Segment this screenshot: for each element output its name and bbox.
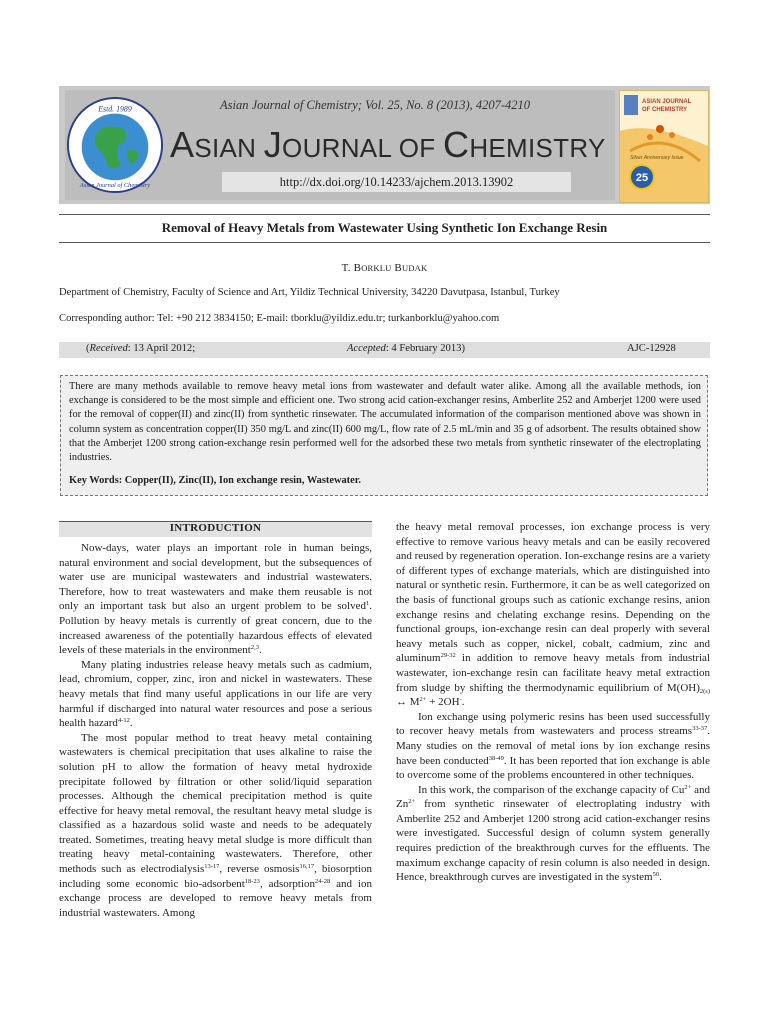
section-heading-introduction: INTRODUCTION (169, 522, 262, 534)
body-column-left (59, 541, 372, 920)
journal-title: ASIAN JOURNAL OF CHEMISTRY (170, 124, 606, 165)
paragraph: The most popular method to treat heavy metal containing wastewaters is chemical precipitation that uses alkaline to raise the solution pH to allow the formation of heavy metal hydroxide precipitate followed by filtration or other solid/liquid separation processes. Although the chemical precipitation method is quite effective for heavy metal removal, the resultant heavy metal sludge is classified as a hazardous solid waste and needs to be adequately treated. Sometimes, treating heavy metal sludge is more difficult than treating heavy metal-containing wastewaters. Therefore, other methods such as electrodialysis$^{13-17}$, reverse osmosis$^{16,17}$, biosorption including some economic bio-adsorbent$^{18-23}$, adsorption$^{24-28}$ and ion exchange process are developed to remove heavy metals from industrial wastewaters. Among (59, 731, 372, 919)
article-code: AJC-12928 (627, 343, 676, 354)
paragraph: the heavy metal removal processes, ion exchange process is very effective to remove various heavy metals and can be easily recovered and reused by regeneration operation. Ion-exchange resins are a variety of different types of exchange materials, which are distinguished into natural or synthetic resin. Furthermore, it can be as well categorized on the basis of functional groups such as cationic exchange resins, anion exchange resins and chelating exchange resins. Depending on the functional groups, ion-exchange resin can deal properly with several heavy metals such as copper, nickel, cobalt, cadmium, zinc and aluminum$^{29-32}$ in addition to remove heavy metals from industrial wastewater, ion-exchange resin can facilitate heavy metal extraction from sludge by shifting the thermodynamic equilibrium of $M(OH)_{2(s)}$ ↔ $M^{2+} + 2OH^-$. (396, 521, 710, 709)
journal-cover-image (619, 90, 709, 203)
paragraph: Many plating industries release heavy metals such as cadmium, lead, chromium, copper, zinc, iron and nickel in wastewaters. These heavy metals that find many useful applications in our life are very harmful if discharged into natural water resources and pose a serious health hazard$^{4-12}$. (59, 658, 372, 730)
paragraph: Now-days, water plays an important role in human beings, natural environment and social development, but the subsequences of water use are municipal wastewaters and industrial wastewaters. Therefore, how to treat wastewaters and make them reusable is not only an important task but also an urgent problem to be solved$^1$. Pollution by heavy metals is currently of great concern, due to the increased awareness of the potentially hazardous effects of elevated levels of these materials in the environment$^{2,3}$. (59, 542, 372, 657)
article-title: Removal of Heavy Metals from Wastewater Using Synthetic Ion Exchange Resin (161, 220, 608, 235)
journal-citation: Asian Journal of Chemistry; Vol. 25, No. 8 (2013), 4207-4210 (219, 98, 531, 112)
title-rule-bottom (59, 242, 710, 243)
logo-journal-text: Asian Journal of Chemistry (79, 182, 151, 190)
author-affiliation: Department of Chemistry, Faculty of Science and Art, Yildiz Technical University, 34220 Davutpasa, Istanbul, Turkey (59, 287, 560, 298)
abstract-text: There are many methods available to remove heavy metal ions from wastewater and default water alike. Among all the available methods, ion exchange is considered to be the most simple and efficient one. Two strong acid cation-exchanger resins, Amberlite 252 and Amberjet 1200 were used for the removal of copper(II) and zinc(II) from synthetic rinsewater. The accumulated information of the comparison mentioned above was shown in column system as concentration copper(II) 350 mg/L and zinc(II) 600 mg/L, flow rate of 2.5 mL/min and 35 g of adsorbent. The results obtained show that the Amberjet 1200 strong cation-exchange resin performed well for the adsorbed these two metals from synthetic rinsewater of the electroplating industries. (69, 381, 701, 464)
keywords: Key Words: Copper(II), Zinc(II), Ion exchange resin, Wastewater. (69, 475, 361, 486)
paragraph: Ion exchange using polymeric resins has been used successfully to recover heavy metals from wastewaters and process streams$^{33-37}$. Many studies on the removal of metal ions by ion exchange resins have been conducted$^{38-49}$. It has been reported that ion exchange is able to overcome some of the problems encountered in other techniques. (396, 710, 710, 782)
received-date: (Received: 13 April 2012; (86, 343, 196, 354)
cover-title: ASIAN JOURNAL (642, 99, 692, 105)
doi-link[interactable]: http://dx.doi.org/10.14233/ajchem.2013.13902 (279, 175, 514, 189)
logo-estd-text: Estd. 1989 (98, 104, 132, 114)
corresponding-author: Corresponding author: Tel: +90 212 3834150; E-mail: tborklu@yildiz.edu.tr; turkanborklu@yahoo.com (59, 313, 500, 324)
svg-text:OF CHEMISTRY: OF CHEMISTRY (642, 107, 688, 113)
paragraph: In this work, the comparison of the exchange capacity of $Cu^{2+}$ and $Zn^{2+}$ from synthetic rinsewater of electroplating industry with Amberlite 252 and Amberjet 1200 strong acid cation-exchanger resins were investigated. Successful design of column system generally requires prediction of the breakthrough curves for the effluents. The maximum exchange capacity of resin column is also needed in design. Hence, breakthrough curves are investigated in the system$^{50}$. (396, 783, 710, 884)
cover-badge: 25 (635, 172, 649, 184)
cover-caption: Silver Anniversary Issue (630, 155, 684, 161)
author-name: T. BORKLU BUDAK (341, 262, 428, 274)
body-column-right (396, 520, 710, 885)
accepted-date: Accepted: 4 February 2013) (347, 343, 465, 354)
title-rule-top (59, 214, 710, 215)
